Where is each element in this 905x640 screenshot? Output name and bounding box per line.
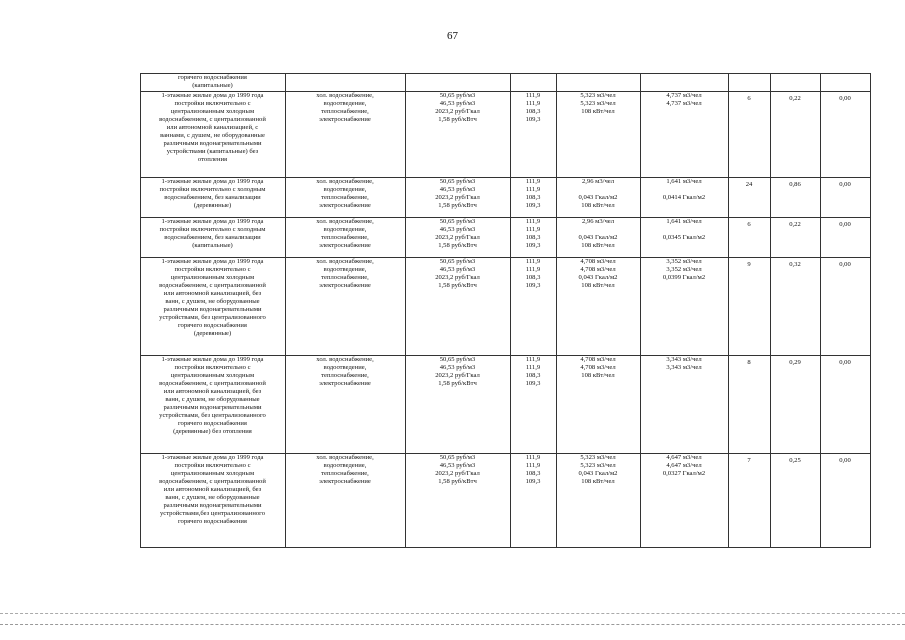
norms-a: 2,96 м3/чел 0,043 Гкал/м2 108 кВт/чел bbox=[578, 218, 618, 250]
norms-b: 3,352 м3/чел 3,352 м3/чел 0,0399 Гкал/м2 bbox=[662, 258, 706, 282]
value-col9: 0,00 bbox=[839, 181, 851, 188]
norms-b: 1,641 м3/чел 0,0414 Гкал/м2 bbox=[662, 178, 706, 202]
indices: 111,9 111,9 108,3 109,3 bbox=[525, 454, 541, 486]
value-col8: 0,25 bbox=[789, 457, 801, 464]
indices: 111,9 111,9 108,3 109,3 bbox=[525, 218, 541, 250]
services-list: хол. водоснабжение, водоотведение, теплоснабжение, электроснабжение bbox=[316, 356, 374, 388]
table-row bbox=[30, 178, 870, 218]
value-col8: 0,29 bbox=[789, 359, 801, 366]
tariff-table bbox=[30, 73, 871, 548]
value-col7: 9 bbox=[747, 261, 751, 268]
value-col9: 0,00 bbox=[839, 221, 851, 228]
value-col7: 8 bbox=[747, 359, 751, 366]
norms-b: 1,641 м3/чел 0,0345 Гкал/м2 bbox=[662, 218, 706, 242]
services-list: хол. водоснабжение, водоотведение, теплоснабжение, электроснабжение bbox=[316, 178, 374, 210]
indices: 111,9 111,9 108,3 109,3 bbox=[525, 258, 541, 290]
services-list: хол. водоснабжение, водоотведение, теплоснабжение, электроснабжение bbox=[316, 218, 374, 250]
norms-a: 2,96 м3/чел 0,043 Гкал/м2 108 кВт/чел bbox=[578, 178, 618, 210]
indices: 111,9 111,9 108,3 109,3 bbox=[525, 356, 541, 388]
indices: 111,9 111,9 108,3 109,3 bbox=[525, 92, 541, 124]
tariffs: 50,65 руб/м3 46,53 руб/м3 2023,2 руб/Гкал 1,58 руб/кВтч bbox=[435, 178, 480, 210]
services-list: хол. водоснабжение, водоотведение, теплоснабжение, электроснабжение bbox=[316, 258, 374, 290]
value-col7: 24 bbox=[745, 181, 753, 188]
value-col8: 0,22 bbox=[789, 95, 801, 102]
norms-a: 4,708 м3/чел 4,708 м3/чел 108 кВт/чел bbox=[580, 356, 616, 380]
tariffs: 50,65 руб/м3 46,53 руб/м3 2023,2 руб/Гкал 1,58 руб/кВтч bbox=[435, 356, 480, 388]
table-row bbox=[30, 356, 870, 454]
norms-a: 5,323 м3/чел 5,323 м3/чел 0,043 Гкал/м2 108 кВт/чел bbox=[578, 454, 618, 486]
value-col7: 6 bbox=[747, 95, 751, 102]
norms-a: 5,323 м3/чел 5,323 м3/чел 108 кВт/чел bbox=[580, 92, 616, 116]
housing-description: 1-этажные жилые дома до 1999 года постройки включительно с централизованным холодным водоснабжением, с централизованной или автономной канализацией, с ваннами, с душем, не оборудованные различными водонагревательными устройствами (капитальные) без отопления bbox=[159, 92, 266, 164]
page-number: 67 bbox=[447, 30, 458, 42]
housing-description: 1-этажные жилые дома до 1999 года постройки включительно с холодным водоснабжением, без канализации (деревянные) bbox=[159, 178, 266, 210]
norms-b: 4,737 м3/чел 4,737 м3/чел bbox=[666, 92, 702, 108]
tariffs: 50,65 руб/м3 46,53 руб/м3 2023,2 руб/Гкал 1,58 руб/кВтч bbox=[435, 218, 480, 250]
housing-description: горячего водоснабжения (капитальные) bbox=[178, 74, 247, 90]
housing-description: 1-этажные жилые дома до 1999 года постройки включительно с холодным водоснабжением, без канализации (капитальные) bbox=[159, 218, 266, 250]
scan-edge-line bbox=[0, 624, 905, 625]
value-col8: 0,32 bbox=[789, 261, 801, 268]
services-list: хол. водоснабжение, водоотведение, теплоснабжение, электроснабжение bbox=[316, 454, 374, 486]
table-row bbox=[30, 258, 870, 356]
table-row bbox=[30, 454, 870, 548]
value-col9: 0,00 bbox=[839, 457, 851, 464]
value-col8: 0,86 bbox=[789, 181, 801, 188]
value-col9: 0,00 bbox=[839, 359, 851, 366]
value-col9: 0,00 bbox=[839, 261, 851, 268]
table-row bbox=[30, 74, 870, 92]
tariffs: 50,65 руб/м3 46,53 руб/м3 2023,2 руб/Гкал 1,58 руб/кВтч bbox=[435, 92, 480, 124]
housing-description: 1-этажные жилые дома до 1999 года постройки включительно с централизованным холодным водоснабжением, с централизованной или автономной канализацией, без ванн, с душем, не оборудованные различными водонагревательными устройствами, без централизованного горячего водоснабжения (деревянные) без отопления bbox=[159, 356, 266, 436]
value-col7: 6 bbox=[747, 221, 751, 228]
housing-description: 1-этажные жилые дома до 1999 года постройки включительно с централизованным холодным водоснабжением, с централизованной или автономной канализацией, без ванн, с душем, не оборудованные различными водонагревательными устройствами, без централизованного горячего водоснабжения (деревянные) bbox=[159, 258, 266, 338]
tariffs: 50,65 руб/м3 46,53 руб/м3 2023,2 руб/Гкал 1,58 руб/кВтч bbox=[435, 454, 480, 486]
norms-b: 3,343 м3/чел 3,343 м3/чел bbox=[666, 356, 702, 372]
table-row bbox=[30, 92, 870, 178]
indices: 111,9 111,9 108,3 109,3 bbox=[525, 178, 541, 210]
scan-edge-line bbox=[0, 613, 905, 614]
value-col8: 0,22 bbox=[789, 221, 801, 228]
norms-a: 4,708 м3/чел 4,708 м3/чел 0,043 Гкал/м2 108 кВт/чел bbox=[578, 258, 618, 290]
tariffs: 50,65 руб/м3 46,53 руб/м3 2023,2 руб/Гкал 1,58 руб/кВтч bbox=[435, 258, 480, 290]
value-col7: 7 bbox=[747, 457, 751, 464]
services-list: хол. водоснабжение, водоотведение, теплоснабжение, электроснабжение bbox=[316, 92, 374, 124]
housing-description: 1-этажные жилые дома до 1999 года постройки включительно с централизованным холодным водоснабжением, с централизованной или автономной канализацией, без ванн, с душем, не оборудованные различными водонагревательными устройствами,без централизованного горячего водоснабжения bbox=[159, 454, 266, 526]
value-col9: 0,00 bbox=[839, 95, 851, 102]
norms-b: 4,647 м3/чел 4,647 м3/чел 0,0327 Гкал/м2 bbox=[662, 454, 706, 478]
table-row bbox=[30, 218, 870, 258]
